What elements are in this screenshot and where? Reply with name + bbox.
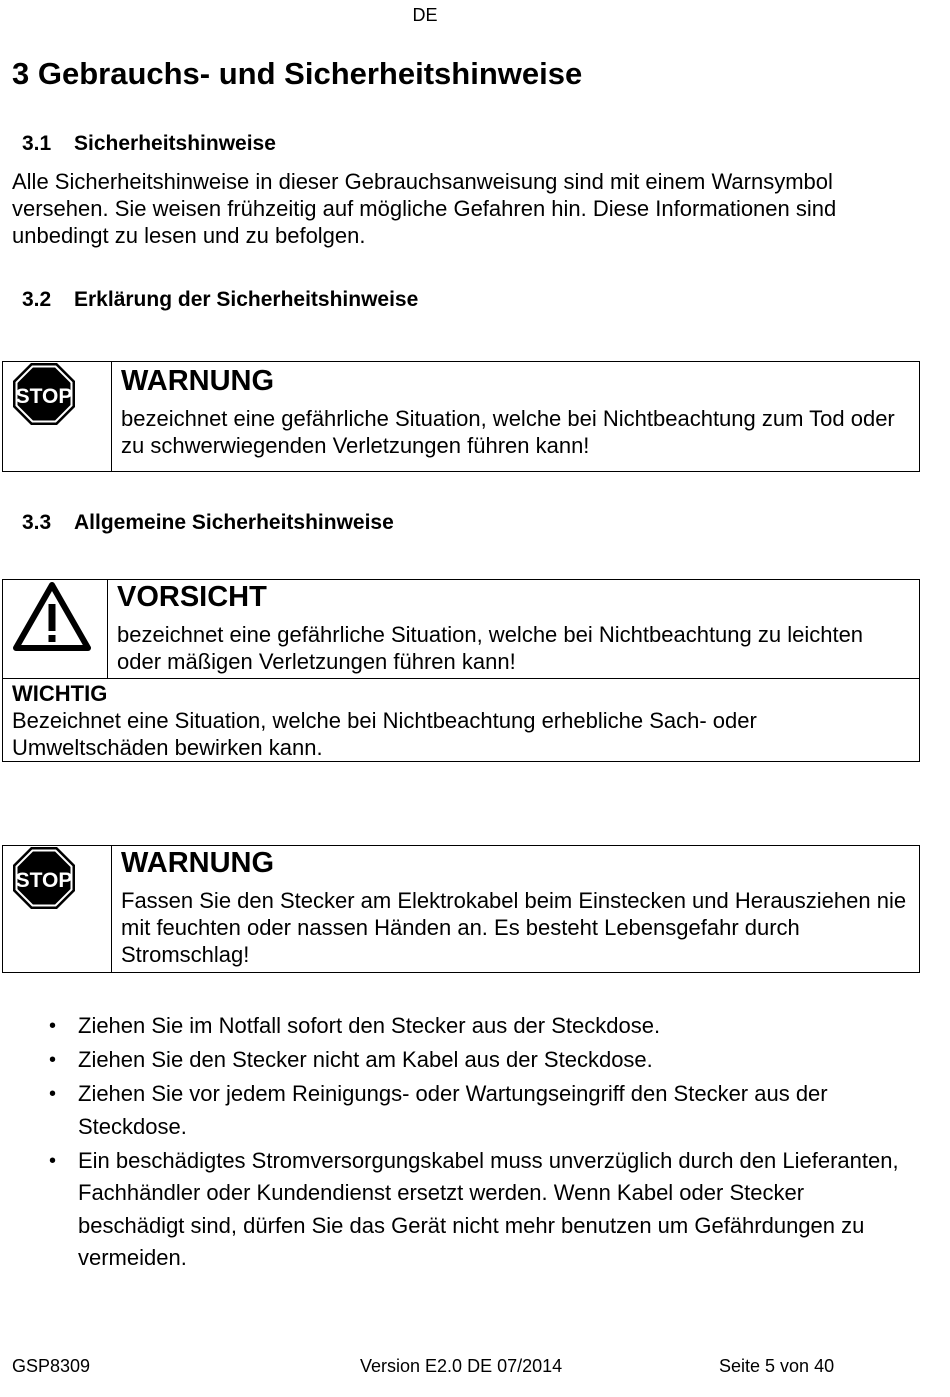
warning-description: bezeichnet eine gefährliche Situation, welche bei Nichtbeachtung zum Tod oder zu schwerwiegenden Verletzungen führen kann! [121,406,895,458]
footer-page-number: Seite 5 von 40 [719,1356,835,1376]
list-item: • Ziehen Sie im Notfall sofort den Stecker aus der Steckdose. [49,1013,661,1038]
warning-plug-box [2,845,920,973]
icon-cell [3,362,112,471]
warning-explain-content [121,365,911,459]
list-item: • Ziehen Sie vor jedem Reinigungs- oder Wartungseingriff den Stecker aus der Steckdose. [49,1081,828,1139]
section-number: 3.1 [22,132,52,155]
warning-plug-content [121,847,911,968]
section-title: Allgemeine Sicherheitshinweise [74,511,394,534]
safety-bullet-list [46,1010,906,1276]
warning-plug-text: Fassen Sie den Stecker am Elektrokabel beim Einstecken und Herausziehen nie mit feuchten oder nassen Händen an. Es besteht Lebensgefahr durch Stromschlag! [121,888,907,967]
section-number: 3.2 [22,288,52,311]
footer-version: Version E2.0 DE 07/2014 [360,1356,563,1376]
stop-sign-icon [12,846,76,910]
stop-sign-label: STOP [15,869,73,892]
stop-sign-label: STOP [15,385,73,408]
language-code: DE [412,5,438,25]
section-title: Erklärung der Sicherheitshinweise [74,288,419,311]
section-3-1-text: Alle Sicherheitshinweise in dieser Gebrauchsanweisung sind mit einem Warnsymbol versehen. Sie weisen frühzeitig auf mögliche Gefahren hin. Diese Informationen sind unbedingt zu lesen und zu befolgen. [12,169,837,248]
important-content [12,680,912,761]
list-item: • Ziehen Sie den Stecker nicht am Kabel aus der Steckdose. [49,1047,653,1072]
stop-sign-icon [12,362,76,426]
section-heading-3-3 [22,511,394,535]
caution-important-box [2,579,920,762]
signal-word: WARNUNG [121,365,275,397]
important-description: Bezeichnet eine Situation, welche bei Nichtbeachtung erhebliche Sach- oder Umweltschäden bewirken kann. [12,708,757,760]
signal-word: VORSICHT [117,581,267,613]
list-item-text: Ziehen Sie vor jedem Reinigungs- oder Wartungseingriff den Stecker aus der Steckdose. [78,1081,828,1139]
list-item: • Ein beschädigtes Stromversorgungskabel muss unverzüglich durch den Lieferanten, Fachhändler oder Kundendienst ersetzt werden. Wenn Kabel oder Stecker beschädigt sind, dürfen Sie das Gerät nicht mehr benutzen um Gefährdungen zu vermeiden. [49,1147,899,1270]
icon-cell [3,846,112,972]
page-title: 3 Gebrauchs- und Sicherheitshinweise [12,56,583,91]
warning-explain-box [2,361,920,472]
caution-description: bezeichnet eine gefährliche Situation, welche bei Nichtbeachtung zu leichten oder mäßigen Verletzungen führen kann! [117,622,864,674]
section-heading-3-1 [22,132,276,156]
divider [3,678,919,679]
list-item-text: Ziehen Sie im Notfall sofort den Stecker aus der Steckdose. [78,1013,661,1038]
section-heading-3-2 [22,288,418,312]
divider [107,580,108,678]
list-item-text: Ziehen Sie den Stecker nicht am Kabel aus der Steckdose. [78,1047,653,1072]
footer-model: GSP8309 [12,1356,91,1376]
signal-word: WARNUNG [121,847,275,879]
warning-triangle-icon [13,582,91,652]
signal-word: WICHTIG [12,681,108,706]
caution-content [117,581,911,675]
section-title: Sicherheitshinweise [74,132,276,155]
list-item-text: Ein beschädigtes Stromversorgungskabel muss unverzüglich durch den Lieferanten, Fachhändler oder Kundendienst ersetzt werden. Wenn Kabel oder Stecker beschädigt sind, dürfen Sie das Gerät nicht mehr benutzen um Gefährdungen zu vermeiden. [78,1147,899,1270]
section-number: 3.3 [22,511,52,534]
